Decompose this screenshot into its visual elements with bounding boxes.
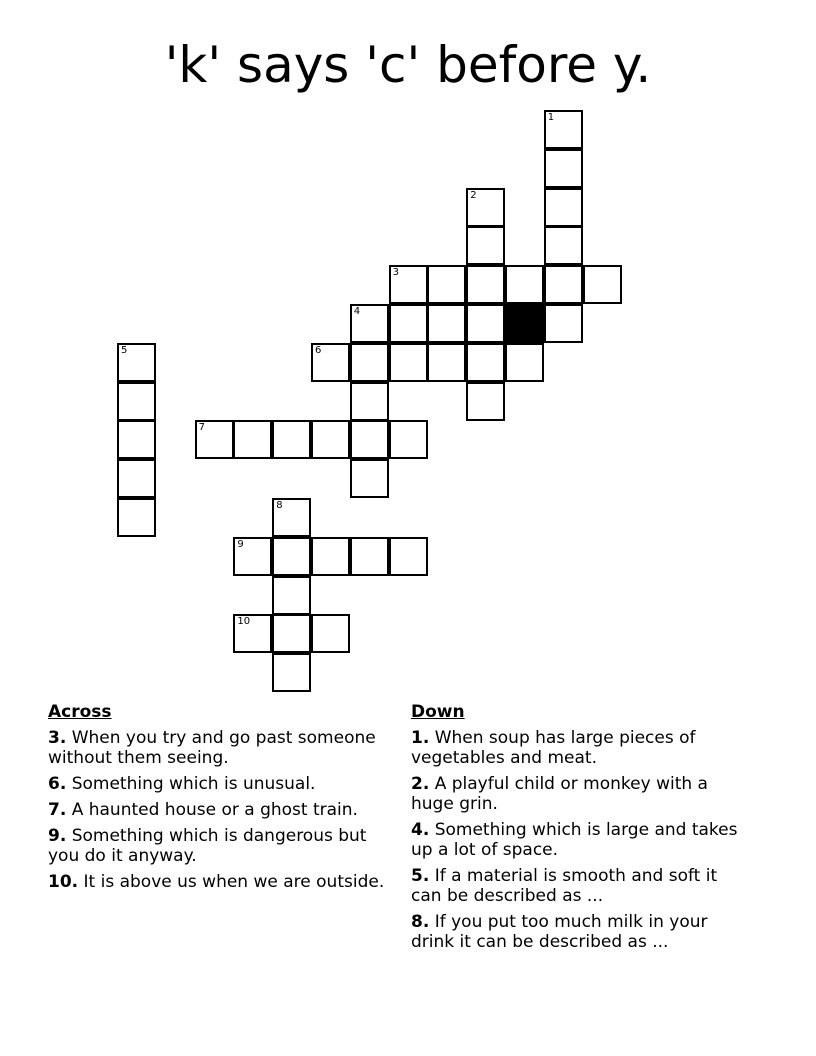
- grid-cell[interactable]: [466, 188, 505, 227]
- grid-cell[interactable]: [544, 265, 583, 304]
- grid-cell[interactable]: [505, 343, 544, 382]
- grid-cell[interactable]: [195, 420, 234, 459]
- grid-cell[interactable]: [233, 614, 272, 653]
- page-title: 'k' says 'c' before y.: [164, 36, 652, 94]
- down-clue: [411, 820, 751, 860]
- grid-cell[interactable]: [272, 537, 311, 576]
- down-clue-list: [411, 728, 751, 952]
- black-square: [505, 304, 544, 343]
- clue-number-label: 9.: [48, 826, 67, 846]
- clue-number: 5: [121, 344, 128, 356]
- clue-number: 3: [392, 267, 399, 279]
- grid-cell[interactable]: [427, 265, 466, 304]
- clue-number: 6: [315, 344, 322, 356]
- grid-cell[interactable]: [350, 343, 389, 382]
- grid-cell[interactable]: [311, 614, 350, 653]
- clue-number-label: 8.: [411, 912, 430, 932]
- clue-number-label: 5.: [411, 866, 430, 886]
- down-heading: Down: [411, 702, 465, 722]
- grid-cell[interactable]: [350, 382, 389, 421]
- grid-cell[interactable]: [389, 265, 428, 304]
- grid-cell[interactable]: [466, 304, 505, 343]
- grid-cell[interactable]: [311, 420, 350, 459]
- grid-cell[interactable]: [544, 110, 583, 149]
- grid-cell[interactable]: [311, 343, 350, 382]
- clue-number: 1: [547, 112, 555, 123]
- across-clue: [48, 800, 388, 820]
- grid-cell[interactable]: [350, 304, 389, 343]
- clue-number-label: 4.: [411, 820, 430, 840]
- grid-cell[interactable]: [466, 226, 505, 265]
- grid-cell[interactable]: [272, 576, 311, 615]
- grid-cell[interactable]: [583, 265, 622, 304]
- grid-cell[interactable]: [350, 420, 389, 459]
- clue-text: If a material is smooth and soft it can be described as ...: [411, 866, 718, 906]
- grid-cell[interactable]: [427, 304, 466, 343]
- grid-cell[interactable]: [544, 149, 583, 188]
- down-clues: [411, 702, 751, 958]
- clue-number: 9: [237, 538, 244, 550]
- grid-cell[interactable]: [505, 265, 544, 304]
- grid-cell[interactable]: [272, 653, 311, 692]
- across-heading: Across: [48, 702, 112, 722]
- grid-cell[interactable]: [233, 537, 272, 576]
- across-clue: [48, 872, 388, 892]
- clue-number: 8: [276, 500, 283, 511]
- clue-text: When soup has large pieces of vegetables and meat.: [411, 728, 696, 768]
- down-clue: [411, 728, 751, 768]
- clue-number-label: 2.: [411, 774, 430, 794]
- grid-cell[interactable]: [544, 188, 583, 227]
- clue-text: Something which is unusual.: [71, 774, 316, 794]
- clue-number: 4: [353, 306, 361, 317]
- grid-cell[interactable]: [544, 226, 583, 265]
- grid-cell[interactable]: [389, 304, 428, 343]
- across-clue: [48, 774, 388, 794]
- grid-cell[interactable]: [389, 537, 428, 576]
- clue-number-label: 1.: [411, 728, 430, 748]
- grid-cell[interactable]: [350, 459, 389, 498]
- grid-cell[interactable]: [117, 382, 156, 421]
- grid-cell[interactable]: [389, 420, 428, 459]
- across-clues: [48, 702, 388, 898]
- grid-cell[interactable]: [311, 537, 350, 576]
- across-clue: [48, 826, 388, 866]
- grid-cell[interactable]: [272, 420, 311, 459]
- clue-number: 10: [237, 616, 251, 628]
- grid-cell[interactable]: [389, 343, 428, 382]
- across-clue: [48, 728, 388, 768]
- down-clue: [411, 774, 751, 814]
- grid-cell[interactable]: [427, 343, 466, 382]
- clue-text: It is above us when we are outside.: [83, 872, 385, 892]
- grid-cell[interactable]: [272, 614, 311, 653]
- down-clue: [411, 866, 751, 906]
- clue-text: When you try and go past someone without them seeing.: [48, 728, 376, 768]
- clue-number-label: 7.: [48, 800, 67, 820]
- clue-number-label: 6.: [48, 774, 67, 794]
- clue-number: 2: [470, 189, 477, 201]
- clue-text: If you put too much milk in your drink it can be described as ...: [411, 912, 708, 952]
- grid-cell[interactable]: [544, 304, 583, 343]
- grid-cell[interactable]: [117, 343, 156, 382]
- clue-text: A playful child or monkey with a huge grin.: [411, 774, 708, 814]
- clue-text: Something which is large and takes up a lot of space.: [411, 820, 738, 860]
- clue-number: 7: [198, 422, 205, 434]
- grid-cell[interactable]: [466, 265, 505, 304]
- grid-cell[interactable]: [272, 498, 311, 537]
- across-clue-list: [48, 728, 388, 892]
- down-clue: [411, 912, 751, 952]
- grid-cell[interactable]: [117, 420, 156, 459]
- grid-cell[interactable]: [466, 343, 505, 382]
- grid-cell[interactable]: [466, 382, 505, 421]
- grid-cell[interactable]: [117, 459, 156, 498]
- grid-cell[interactable]: [350, 537, 389, 576]
- clue-text: Something which is dangerous but you do it anyway.: [48, 826, 367, 866]
- clue-number-label: 3.: [48, 728, 67, 748]
- clue-number-label: 10.: [48, 872, 79, 892]
- grid-cell[interactable]: [117, 498, 156, 537]
- grid-cell[interactable]: [233, 420, 272, 459]
- clue-text: A haunted house or a ghost train.: [71, 800, 358, 820]
